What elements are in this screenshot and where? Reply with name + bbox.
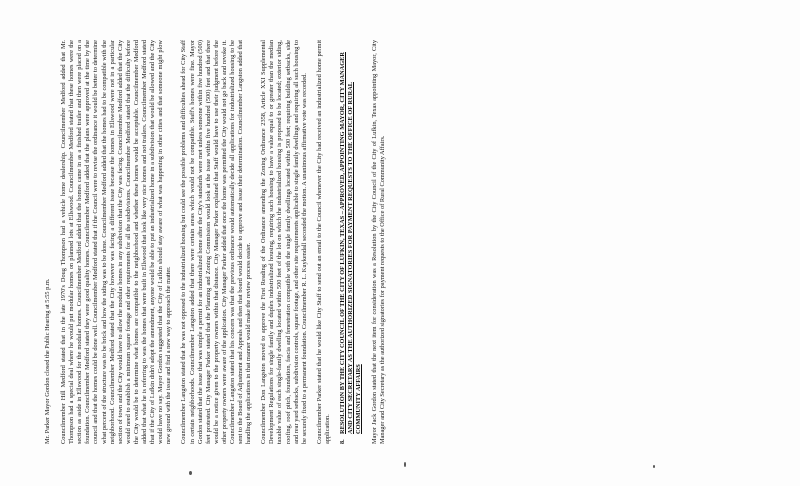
paragraph-motion: Councilmember Don Langston moved to approve the First Reading of the Ordinance amending the Zoning Ordinance 2358, Article XXI Supplemental Development Regulations for single family and duplex industrialized housing, requiring such housing to have a value equal to or greater than the median taxable value of each single-family dwelling located within 500 feet of the lot on which the industrialized housing is proposed to be located; exterior siding, roofing, roof pitch, foundation, fascia and fenestration compatible with the single family dwellings located within 500 feet; requiring building setbacks, side and rear yard setbacks, subdivision controls, square footage, and other site requirements applicable to single family dwellings and requiring all such housing to be securely fixed to a permanent foundation. Councilmember R. L. Kuykendall seconded the motion. A unanimous affirmative vote was recorded. xyxy=(260,40,308,444)
paragraph-parker-email: Councilmember Parker stated that he would like City Staff to send out an email to the Council whenever the City had received an industrialized home permit application. xyxy=(315,40,331,444)
agenda-item-number: 8. xyxy=(339,439,346,444)
paragraph-langston: Councilmember Langston stated that he was not opposed to the industrialized housing but could see the possible problems and difficulties ahead for City Staff in certain neighborhoods. Councilmember Langston added that there were certain areas which would not be compatible. Staff's homes were fine. Mayor Gordon stated that the issue that was simple a permit for an industrialized home after the City's standards were met unless someone within five hundred (500) feet protested. City Manager Parker stated that the Planning and Zoning Commission would look at the issue within five hundred (500) feet and that there would be a notice given to the property owners within that distance. City Manager Parker explained that Staff would have to use their judgment before the other property owners were aware of the application. City Manager Parker added that once the home was permitted the City would not go back and revoke it. Councilmember Langston stated that his concern was that the previous ordinance would automatically decide all applications for industrialized housing to be sent to the Board of Adjustment and Appeals and then that board would decide to approve and issue their determination. Councilmember Langston added that handling the applications in that manner would make the review process easier. xyxy=(180,40,253,444)
closing-paragraph: Mayor Jack Gordon stated that the next item for consideration was a Resolution by the City Council of the City of Lufkin, Texas appointing Mayor, City Manager and City Secretary as the authorized signatories for payment requests to the Office of Rural Community Affairs. xyxy=(371,40,387,444)
agenda-item-8 xyxy=(339,40,363,444)
scan-artifact xyxy=(404,462,406,467)
scan-artifact xyxy=(189,471,192,475)
agenda-item-title: RESOLUTION BY THE CITY COUNCIL OF THE CITY OF LUFKIN, TEXAS – APPROVED, APPOINTING MAYOR, CITY MANAGER AND CITY SECRETARY AS THE AUTHORIZED SIGNATORIES FOR PAYMENT REQUESTS TO THE OFFICE OF RURAL COMMUNITY AFFAIRS xyxy=(339,52,363,434)
intro-line: Mr. Parker Mayor Gordon closed the Public Hearing at 5:55 p.m. xyxy=(44,278,51,444)
paragraph-medford: Councilmember Hill Medford stated that in the late 1970's Doug Thompson had a vehicle home dealership. Councilmember Medford added that Mr. Thompson had a special deal where he would put modular homes on planned lots at Ellswood. Councilmember Medford stated that these homes were the section as aside in Ellswood for the modular homes. Councilmember Medford added that the homes came in as a finished trailer and then were placed on a foundation. Councilmember Medford stated they were good quality homes. Councilmember Medford added that the plans were approved at the time by the council and that the homes could be done well. Councilmember Medford stated that if the Council were to revise the ordinance it would be better to determine what percent of the structure was to be brick and how the siding was to be done. Councilmember Medford added that the homes had to be compatible with the neighborhood. Councilmember Medford stated that the City however was facing a different issue because the homes in Ellswood were not in a particular section of town and the City would have to allow the modular homes in any subdivision that the City was facing. Councilmember Medford added that the City would need to establish a minimum square footage and other requirements for all the subdivisions. Councilmember Medford stated that the difficulty before the City would be to determine what homes are compatible to the neighborhood and whether these homes would be acceptable. Councilmember Medford added that what he is referring to was the homes that were built in Ellswood that look like very nice homes and not trailers. Councilmember Medford stated that if the City of Lufkin didn't adopt the amendment, anyone would be able to put an industrialized home in a subdivision that would be allowed and the City would have no say. Mayor Gordon suggested that the City of Lufkin should stay aware of what was happening in other cities and that someone might plow new ground with the issue and find a new way to approach the matter. xyxy=(60,40,173,444)
scan-artifact xyxy=(653,465,655,468)
